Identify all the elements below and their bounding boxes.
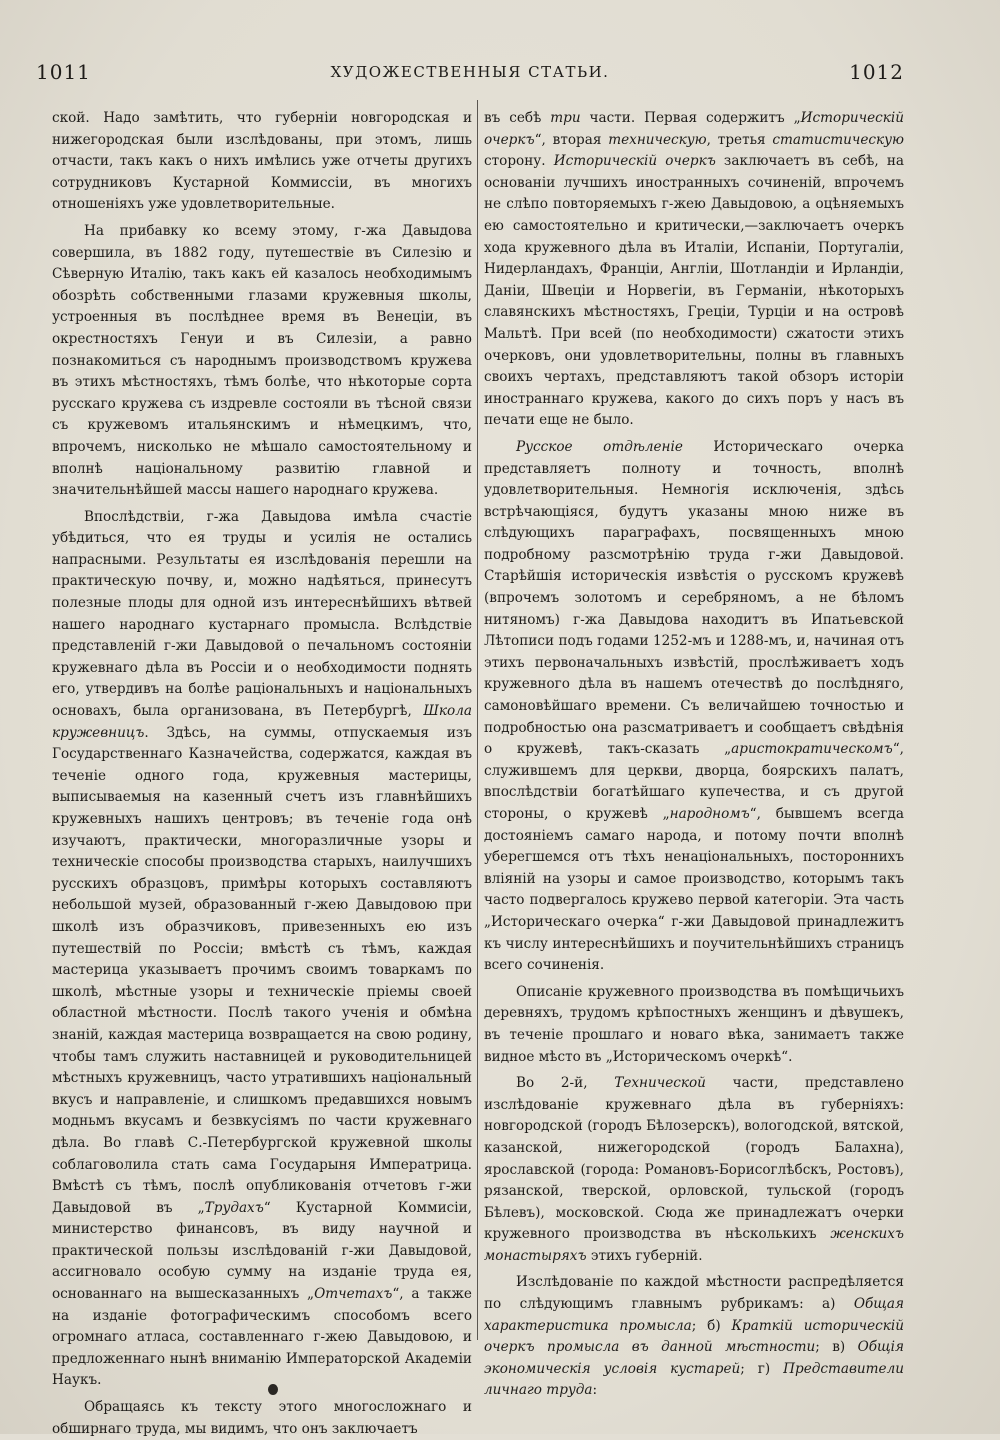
paragraph <box>484 1073 904 1267</box>
text-segment: въ себѣ <box>484 110 551 126</box>
text-segment: “ Кустарной Коммисіи, министерство финансовъ, въ виду научной и практической пользы изслѣдованій г-жи Давыдовой, ассигновало особую сумму на изданіе труда ея, основаннаго на вышесказанныхъ „ <box>52 1199 472 1303</box>
text-segment: ; б) <box>691 1317 732 1334</box>
italic-text-segment: Школа кружевницъ <box>52 703 472 741</box>
paragraph <box>484 982 904 1068</box>
text-segment: На прибавку ко всему этому, г-жа Давыдова совершила, въ 1882 году, путешествіе въ Силезію и Сѣверную Италію, такъ какъ ей казалось необходимымъ обозрѣть собственными глазами кружевныя школы, устроенныя въ послѣднее время въ Венеціи, въ окрестностяхъ Генуи и въ Силезіи, а равно познакомиться съ народнымъ производствомъ кружева въ этихъ мѣстностяхъ, тѣмъ болѣе, что нѣкоторые сорта русскаго кружева съ издревле состояли въ тѣсной связи съ кружевомъ итальянскимъ и нѣмецкимъ, что, впрочемъ, нисколько не мѣшало самостоятельному и вполнѣ національному развитію главной и значительнѣйшей массы нашего народнаго кружева. <box>52 222 472 499</box>
text-segment: Описаніе кружевного производства въ помѣщичьихъ деревняхъ, трудомъ крѣпостныхъ женщинъ и дѣвушекъ, въ теченіе прошлаго и новаго вѣка, занимаетъ также видное мѣсто въ „Историческомъ очеркѣ“. <box>484 983 904 1065</box>
text-segment: Историческаго очерка представляетъ полноту и точность, вполнѣ удовлетворительныя. Немногія исключенія, здѣсь встрѣчающіяся, будутъ указаны мною ниже въ слѣдующихъ параграфахъ, посвященныхъ мною подробному разсмотрѣнію труда г-жи Давыдовой. Старѣйшія историческія извѣстія о русскомъ кружевѣ (впрочемъ золотомъ и серебряномъ, а не бѣломъ нитяномъ) г-жа Давыдова находитъ въ Ипатьевской Лѣтописи подъ годами 1252-мъ и 1288-мъ, и, начиная отъ этихъ первоначальныхъ извѣстій, прослѣживаетъ ходъ кружевного дѣла въ нашемъ отечествѣ до послѣдняго, самоновѣйшаго времени. Съ величайшею точностью и подробностью она разсматриваетъ и сообщаетъ свѣдѣнія о кружевѣ, такъ-сказать „ <box>484 438 904 758</box>
text-segment: ; г) <box>740 1360 784 1377</box>
italic-text-segment: женскихъ монастыряхъ <box>484 1226 904 1264</box>
italic-text-segment: Историческій очеркъ <box>484 110 904 148</box>
paragraph <box>52 1397 472 1440</box>
italic-text-segment: Общая характеристика промысла <box>484 1296 904 1334</box>
italic-text-segment: Представители личнаго труда <box>484 1360 904 1399</box>
italic-text-segment: Историческій очеркъ <box>553 153 716 170</box>
page-number-right: 1012 <box>849 60 904 84</box>
paragraph <box>484 437 904 977</box>
italic-text-segment: Технической <box>614 1075 706 1092</box>
column-divider <box>477 100 478 1340</box>
text-segment: сторону. <box>484 153 554 170</box>
text-segment: “, служившемъ для церкви, дворца, боярскихъ палатъ, впослѣдствіи богатѣйшаго купечества, и съ другой стороны, о кружевѣ „ <box>484 741 904 822</box>
paragraph <box>52 108 472 216</box>
ink-blot <box>268 1384 278 1395</box>
text-segment: : <box>592 1382 598 1399</box>
text-segment: Во 2-й, <box>516 1075 615 1092</box>
text-segment: ; в) <box>815 1339 858 1356</box>
paragraph <box>484 108 904 432</box>
page-number-left: 1011 <box>36 60 91 84</box>
text-segment: “, бывшемъ всегда достояніемъ самаго народа, и потому почти вполнѣ уберегшемся отъ тѣхъ ненаціональныхъ, постороннихъ вліяній на узоры и самое производство, которымъ такъ часто подвергалось кружево первой категоріи. Эта часть „Историческаго очерка“ г-жи Давыдовой принадлежитъ къ числу интереснѣйшихъ и поучительнѣйшихъ страницъ всего сочиненія. <box>484 806 904 974</box>
italic-text-segment: три <box>550 110 581 126</box>
text-segment: “, вторая <box>534 131 609 148</box>
text-segment: Изслѣдованіе по каждой мѣстности распредѣляется по слѣдующимъ главнымъ рубрикамъ: а) <box>484 1274 904 1313</box>
paragraph <box>484 1272 904 1402</box>
italic-text-segment: народномъ <box>669 806 750 822</box>
text-column-left <box>52 108 472 1437</box>
text-column-right <box>484 108 905 1399</box>
text-segment: , третья <box>706 131 773 148</box>
text-segment: . Здѣсь, на суммы, отпускаемыя изъ Государственнаго Казначейства, содержатся, каждая въ теченіе одного года, кружевныя мастерицы, выписываемыя на казенный счетъ изъ главнѣйшихъ кружевныхъ нашихъ центровъ; въ теченіе года онѣ изучаютъ, практически, многоразличные узоры и техническіе способы производства старыхъ, наилучшихъ русскихъ образцовъ, примѣры которыхъ составляютъ небольшой музей, образованный г-жею Давыдовою при школѣ изъ образчиковъ, привезенныхъ ею изъ путешествій по Россіи; вмѣстѣ съ тѣмъ, каждая мастерица указываетъ прочимъ своимъ товаркамъ по школѣ, мѣстные узоры и техническіе пріемы своей областной мѣстности. Послѣ такого ученія и обмѣна знаній, каждая мастерица возвращается на свою родину, чтобы тамъ служить наставницей и руководительницей мѣстныхъ кружевницъ, часто утратившихъ національный вкусъ и направленіе, и слишкомъ предавшихся новымъ модньмъ вкусамъ и безвкусіямъ по части кружевнаго дѣла. Во главѣ С.-Петербургской кружевной школы соблаговолила стать сама Государыня Императрица. Вмѣстѣ съ тѣмъ, послѣ опубликованія отчетовъ г-жи Давыдовой въ „ <box>52 724 472 1216</box>
italic-text-segment: техническую <box>608 131 707 148</box>
running-title: ХУДОЖЕСТВЕННЫЯ СТАТЬИ. <box>330 63 610 81</box>
italic-text-segment: Русское отдѣленіе <box>516 438 683 455</box>
text-segment: этихъ губерній. <box>586 1247 703 1264</box>
text-segment: Обращаясь къ тексту этого многосложнаго и обширнаго труда, мы видимъ, что онъ заключаетъ <box>52 1399 472 1437</box>
italic-text-segment: статистическую <box>772 131 905 148</box>
text-segment: заключаетъ въ себѣ, на основаніи лучшихъ иностранныхъ сочиненій, впрочемъ не слѣпо повторяемыхъ г-жею Давыдовою, а оцѣняемыхъ ею самостоятельно и критически,—заключаетъ очеркъ хода кружевного дѣла въ Италіи, Испаніи, Португаліи, Нидерландахъ, Франціи, Англіи, Шотландіи и Ирландіи, Даніи, Швеціи и Норвегіи, въ Германіи, нѣкоторыхъ славянскихъ мѣстностяхъ, Греціи, Турціи и на островѣ Мальтѣ. При всей (по необходимости) сжатости этихъ очерковъ, они удовлетворительны, полны въ главныхъ своихъ чертахъ, представляютъ такой обзоръ исторіи иностраннаго кружева, какого до сихъ поръ у насъ въ печати еще не было. <box>484 153 904 429</box>
running-header <box>36 60 904 84</box>
italic-text-segment: Общія экономическія условія кустарей <box>484 1339 904 1377</box>
text-segment: “, а также на изданіе фотографическимъ способомъ всего огромнаго атласа, составленнаго г-жею Давыдовою, и предложеннаго нынѣ вниманію Императорской Академіи Наукъ. <box>52 1286 472 1389</box>
paragraph <box>52 507 472 1392</box>
italic-text-segment: Краткій историческій очеркъ промысла въ данной мѣстности <box>484 1317 905 1356</box>
italic-text-segment: аристократическомъ <box>731 741 893 758</box>
text-segment: Впослѣдствіи, г-жа Давыдова имѣла счастіе убѣдиться, что ея труды и усилія не остались напрасными. Результаты ея изслѣдованія перешли на практическую почву, и, можно надѣяться, принесутъ полезные плоды для одной изъ интереснѣйшихъ вѣтвей нашего народнаго кустарнаго промысла. Вслѣдствіе представленій г-жи Давыдовой о печальномъ состояніи кружевнаго дѣла въ Россіи и о необходимости поднять его, утвердивъ на болѣе раціональныхъ и національныхъ основахъ, была организована, въ Петербургѣ, <box>52 508 472 720</box>
text-segment: части. Первая содержитъ „ <box>580 110 801 126</box>
italic-text-segment: Трудахъ <box>204 1199 264 1216</box>
paragraph <box>52 221 472 502</box>
text-segment: части, представлено изслѣдованіе кружевнаго дѣла въ губерніяхъ: новгородской (городъ Бѣлозерскъ), вологодской, вятской, казанской, нижегородской (городъ Балахна), ярославской (города: Романовъ-Борисоглѣбскъ, Ростовъ), рязанской, тверской, орловской, тульской (городъ Бѣлевъ), московской. Сюда же принадлежатъ очерки кружевного производства въ нѣсколькихъ <box>484 1075 904 1243</box>
text-segment: ской. Надо замѣтить, что губерніи новгородская и нижегородская были изслѣдованы, при этомъ, лишь отчасти, такъ какъ о нихъ имѣлись уже отчеты другихъ сотрудниковъ Кустарной Коммиссіи, въ многихъ отношеніяхъ уже удовлетворительные. <box>52 110 472 213</box>
italic-text-segment: Отчетахъ <box>314 1286 393 1303</box>
